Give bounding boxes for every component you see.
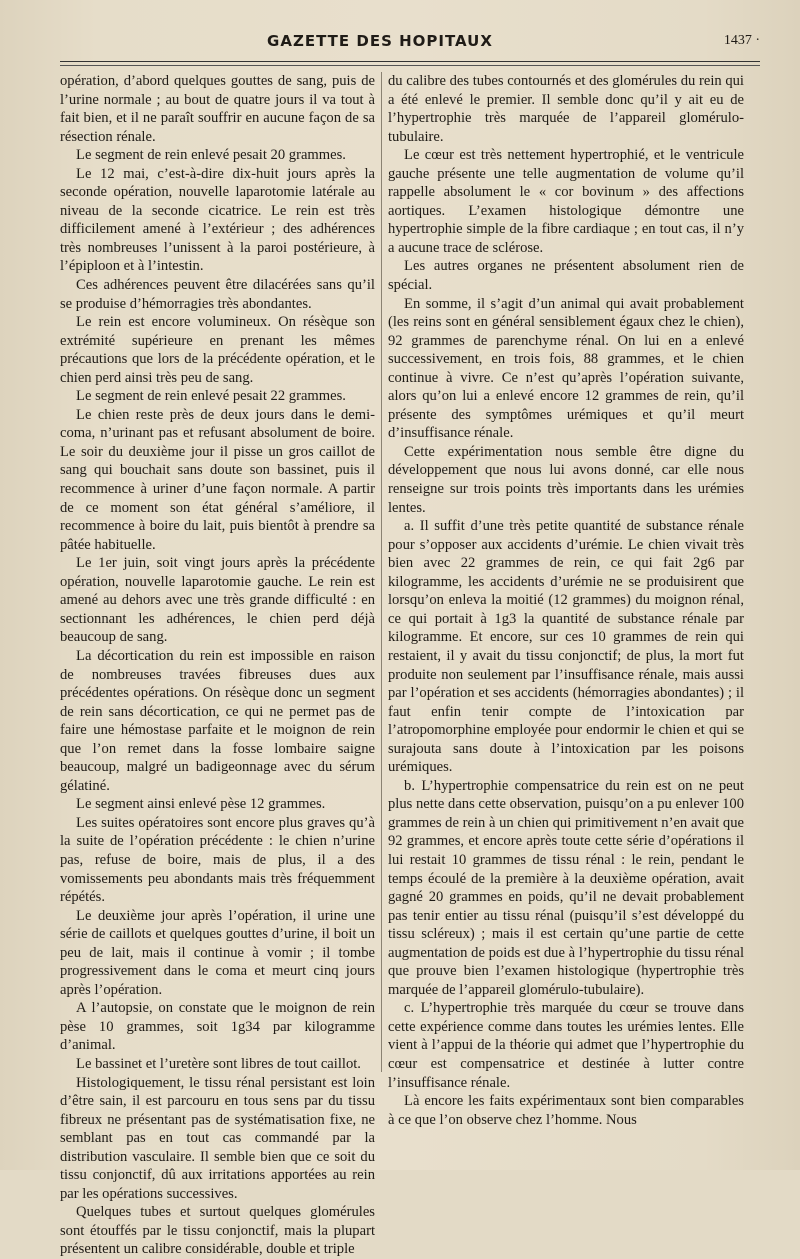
- paragraph: Quelques tubes et surtout quelques glomérules sont étouffés par le tissu conjonctif, mais la plupart présentent un calibre considérable, double et triple: [60, 1204, 375, 1258]
- paragraph: du calibre des tubes contournés et des glomérules du rein qui a été enlevé le premier. Il semble donc qu’il y ait eu de l’hypertrophie très marquée de l’appareil glomérulo-tubulaire.: [388, 73, 744, 145]
- paragraph: Là encore les faits expérimentaux sont bien comparables à ce que l’on observe chez l’homme. Nous: [388, 1093, 744, 1128]
- page-header: [0, 30, 800, 54]
- paragraph: La décortication du rein est impossible en raison de nombreuses travées fibreuses dues aux précédentes opérations. On résèque donc un segment de rein sans décortication, ce qui ne permet pas de faire une hémostase parfaite et le moignon de rein que l’on remet dans la fosse lombaire saigne beaucoup, malgré un badigeonnage avec du sérum gélatiné.: [60, 647, 375, 794]
- paragraph: Les autres organes ne présentent absolument rien de spécial.: [388, 258, 744, 294]
- paragraph: A l’autopsie, on constate que le moignon de rein pèse 10 grammes, soit 1g34 par kilogramme d’animal.: [60, 1000, 375, 1054]
- page-number: 1437 ·: [723, 33, 760, 48]
- paragraph: Le segment de rein enlevé pesait 22 grammes.: [76, 388, 346, 405]
- column-divider: [381, 72, 382, 1072]
- paragraph: opération, d’abord quelques gouttes de sang, puis de l’urine normale ; au bout de quatre jours il va tout à fait bien, et il ne paraît souffrir en aucune façon de sa résection rénale.: [60, 73, 375, 145]
- header-rule-thin: [60, 65, 760, 66]
- header-rule: [60, 61, 760, 62]
- paragraph: Ces adhérences peuvent être dilacérées sans qu’il se produise d’hémorragies très abondantes.: [60, 277, 375, 312]
- paragraph: Le segment de rein enlevé pesait 20 grammes.: [76, 147, 346, 164]
- paragraph: Le cœur est très nettement hypertrophié, et le ventricule gauche présente une telle augmentation de volume qu’il rappelle absolument le « cor bovinum » des affections aortiques. L’examen histologique démontre une hypertrophie simple de la fibre cardiaque ; en tout cas, il n’y a aucune trace de sclérose.: [388, 147, 744, 256]
- paragraph: b. L’hypertrophie compensatrice du rein est on ne peut plus nette dans cette observation, puisqu’on a pu enlever 100 grammes de rein à un chien qui primitivement n’en avait que 92 grammes, et encore après toute cette série d’opérations il lui restait 10 grammes de tissu rénal : le rein, pendant le temps écoulé de la première à la deuxième opération, avait gagné 20 grammes en poids, qu’il ne devait probablement pas tenir entier au tissu rénal (puisqu’il s’est développé du tissu scléreux) ; mais il est certain qu’une partie de cette augmentation de poids est due à l’hypertrophie du tissu rénal que prouve bien l’examen histologique (hypertrophie très marquée de l’appareil glomérulo-tubulaire).: [388, 777, 744, 998]
- paragraph: Cette expérimentation nous semble être digne du développement que nous lui avons donné, car elle nous renseigne sur trois points très importants dans les urémies lentes.: [388, 443, 744, 516]
- paragraph: Les suites opératoires sont encore plus graves qu’à la suite de l’opération précédente : le chien n’urine pas, refuse de boire, mais de plus, il a des vomissements peu abondants mais très fréquemment répétés.: [60, 814, 375, 906]
- paragraph: c. L’hypertrophie très marquée du cœur se trouve dans cette expérience comme dans toutes les urémies lentes. Elle vient à l’appui de la théorie qui admet que l’hypertrophie du cœur est compensatrice et destinée à lutter contre l’insuffisance rénale.: [388, 1000, 744, 1091]
- paragraph: Histologiquement, le tissu rénal persistant est loin d’être sain, il est parcouru en tous sens par du tissu fibreux ne présentant pas de systématisation fixe, ne semblant pas en tout cas commandé par la distribution vasculaire. Il semble bien que ce soit du tissu conjonctif, dû aux irritations apportées au rein par les opérations successives.: [60, 1074, 375, 1202]
- paragraph: Le 1er juin, soit vingt jours après la précédente opération, nouvelle laparotomie gauche. Le rein est amené au dehors avec une très grande difficulté : en sectionnant les adhérences, le chien perd déjà beaucoup de sang.: [60, 555, 375, 646]
- right-column: [388, 72, 744, 1137]
- left-column: [60, 72, 375, 1258]
- paragraph: Le 12 mai, c’est-à-dire dix-huit jours après la seconde opération, nouvelle laparotomie latérale au niveau de la seconde cicatrice. Le rein est très difficilement amené à l’extérieur ; des adhérences très nombreuses l’unissent à la paroi postérieure, à l’épiploon et à l’intestin.: [60, 165, 375, 275]
- paragraph: Le deuxième jour après l’opération, il urine une série de caillots et quelques gouttes d’urine, il boit un peu de lait, mais il continue à vomir ; il tombe progressivement dans le coma et meurt cinq jours après l’opération.: [60, 907, 375, 998]
- paragraph: Le rein est encore volumineux. On résèque son extrémité supérieure en prenant les mêmes précautions que lors de la précédente opération, et le chien perd ainsi très peu de sang.: [60, 314, 375, 386]
- paragraph: Le bassinet et l’uretère sont libres de tout caillot.: [76, 1055, 361, 1072]
- paragraph: Le chien reste près de deux jours dans le demi-coma, n’urinant pas et refusant absolument de boire. Le soir du deuxième jour il pisse un gros caillot de sang qui bouchait sans doute son bassinet, puis il recommence à uriner d’une façon normale. A partir de ce moment son état général s’améliore, il recommence à boire du lait, puis bientôt à prendre sa pâtée habituelle.: [60, 406, 375, 553]
- journal-title: GAZETTE DES HOPITAUX: [267, 32, 493, 50]
- paragraph: En somme, il s’agit d’un animal qui avait probablement (les reins sont en général sensiblement égaux chez le chien), 92 grammes de parenchyme rénal. On lui en a enlevé successivement, en trois fois, 88 grammes, et le chien continue à vivre. Ce n’est qu’après l’opération suivante, alors qu’on lui a enlevé encore 12 grammes de rein, qu’il présente des symptômes urémiques et qu’il meurt d’insuffisance rénale.: [388, 295, 744, 442]
- paragraph: Le segment ainsi enlevé pèse 12 grammes.: [76, 796, 326, 813]
- paragraph: a. Il suffit d’une très petite quantité de substance rénale pour s’opposer aux accidents d’urémie. Le chien vivait très bien avec 22 grammes de rein, ce qui fait 2g6 par kilogramme, les accidents d’urémie ne se produisirent que lorsqu’on enleva la moitié (12 grammes) du moignon rénal, ce qui portait à 1g3 la quantité de substance rénale par kilogramme. Et encore, sur ces 10 grammes de rein qui restaient, il y avait du tissu conjonctif; de plus, la mort fut produite non seulement par l’insuffisance rénale, mais aussi par l’opération et ses accidents (hémorragies abondantes) ; il faut enfin tenir compte de l’intoxication par l’atropomorphine employée pour endormir le chien et qui se surajouta sans doute à l’intoxication par les poisons urémiques.: [388, 518, 744, 776]
